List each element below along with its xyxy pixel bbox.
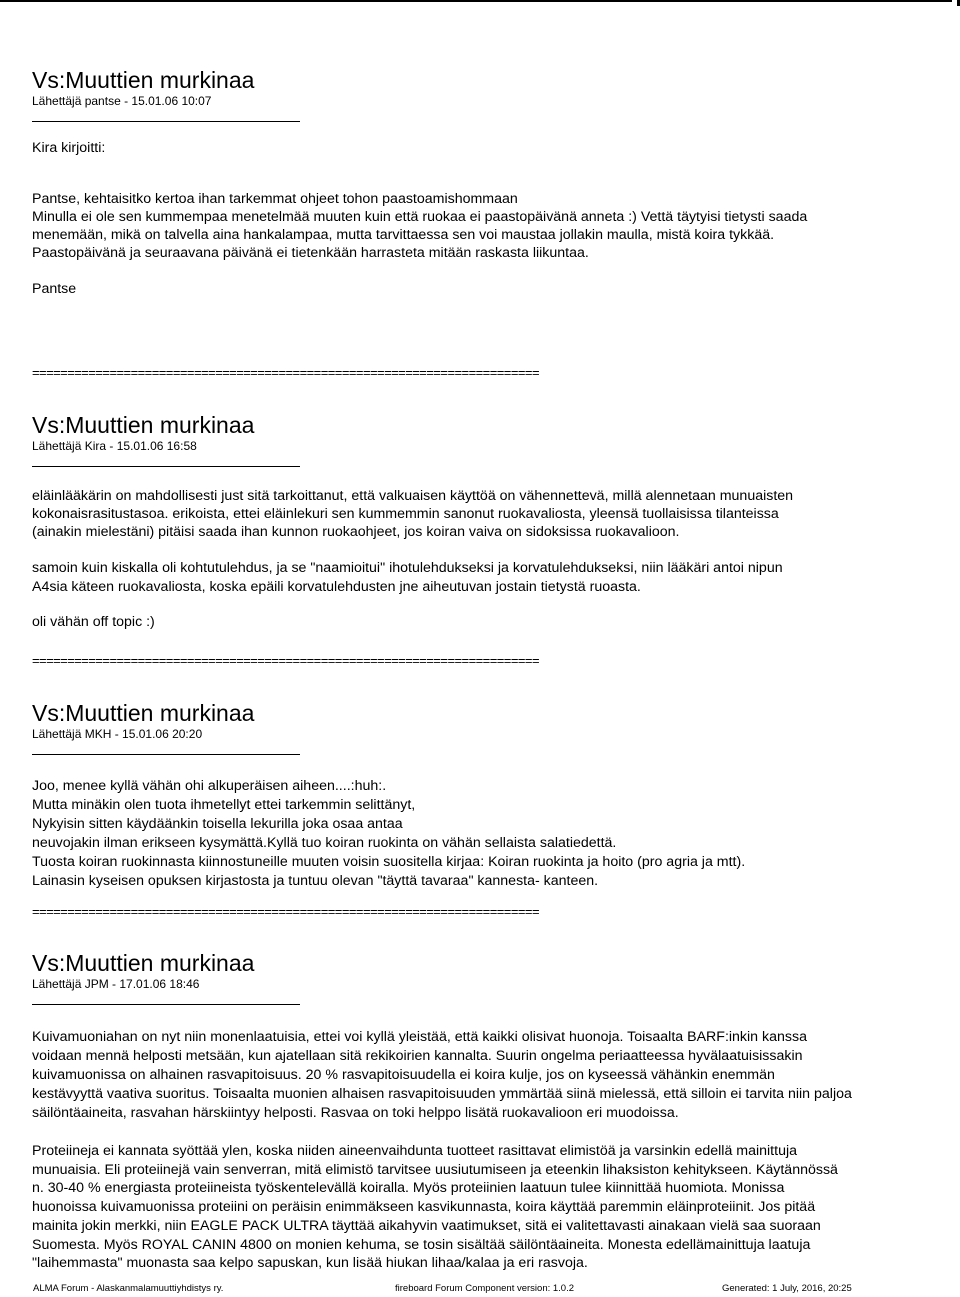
top-border — [0, 0, 952, 2]
post-line: Joo, menee kyllä vähän ohi alkuperäisen aiheen....:huh:. — [32, 778, 387, 794]
post-divider — [32, 466, 300, 467]
footer-generated-date: Generated: 1 July, 2016, 20:25 — [722, 1283, 852, 1294]
post-line: Kira kirjoitti: — [32, 140, 106, 156]
post-line-blank — [32, 597, 960, 614]
post-divider — [32, 1004, 300, 1005]
post-line: Pantse, kehtaisitko kertoa ihan tarkemmat ohjeet tohon paastoamishommaan — [32, 191, 518, 207]
post-body — [32, 140, 960, 298]
post-line-blank — [32, 1123, 960, 1142]
post-divider — [32, 121, 300, 122]
post-line-blank — [32, 541, 960, 559]
post-line: Minulla ei ole sen kummempaa menetelmää muuten kuin että ruokaa ei paastopäivänä anneta :) Vettä täytyisi tietysti saada — [32, 209, 808, 225]
post-line: mainita jokin merkki, niin EAGLE PACK ULTRA täyttää aikahyvin vaatimukset, sitä ei valitettavasti ainakaan vielä saa suoraan — [32, 1217, 821, 1234]
post-line: kuivamuonissa on alhainen rasvapitoisuus. 20 % rasvapitoisuudella ei koira kulje, jos on kyseessä vähänkin enemmän — [32, 1067, 775, 1083]
post-divider — [32, 754, 300, 755]
post-meta: Lähettäjä JPM - 17.01.06 18:46 — [32, 977, 200, 991]
post-line: säilöntäaineita, rasvahan härskiintyy helposti. Rasvaa on toki helppo lisätä ruokavalioon eri muodoissa. — [32, 1105, 679, 1121]
post-separator: ======================================================================== — [32, 365, 540, 380]
post-line: oli vähän off topic :) — [32, 614, 155, 630]
post-title: Vs:Muuttien murkinaa — [32, 700, 255, 726]
forum-post — [32, 950, 960, 1273]
forum-post — [32, 412, 960, 631]
post-line: "laihemmasta" muonasta saa kelpo sapuskan, kun lisää hiukan lihaa/kalaa ja eri rasvoja. — [32, 1255, 588, 1272]
forum-post — [32, 700, 960, 891]
post-line-blank — [32, 262, 960, 281]
post-body — [32, 487, 960, 631]
forum-post — [32, 67, 960, 298]
post-line: Nykyisin sitten käydäänkin toisella lekurilla joka osaa antaa — [32, 816, 403, 832]
post-meta: Lähettäjä pantse - 15.01.06 10:07 — [32, 94, 212, 108]
post-line: Tuosta koiran ruokinnasta kiinnostuneille muuten voisin suositella kirjaa: Koiran ruokinta ja hoito (pro agria ja mtt). — [32, 854, 746, 870]
post-line: Suomesta. Myös ROYAL CANIN 4800 on monien kehuma, se tosin sisältää säilöntäaineita. Monesta edellämainittuja laatuja — [32, 1236, 811, 1253]
post-line: Pantse — [32, 281, 77, 297]
post-title: Vs:Muuttien murkinaa — [32, 67, 255, 93]
post-line: huonoissa kuivamuonissa proteiini on peräisin enimmäkseen kasvikunnasta, koira käyttää paremmin eläinproteiinit. Jos pitää — [32, 1199, 816, 1216]
post-body — [32, 1028, 960, 1273]
post-meta: Lähettäjä Kira - 15.01.06 16:58 — [32, 439, 197, 453]
post-separator: ======================================================================== — [32, 653, 540, 668]
post-line: kestävyyttä vaativa suoritus. Toisaalta muonien alhaisen rasvapitoisuuden ymmärtää siinä mielessä, että silloin ei tarvita niin paljoa — [32, 1086, 852, 1102]
post-line: munuaisia. Eli proteiinejä vain senverran, mitä elimistö tarvitsee uusiutumiseen ja eteenkin lihaksiston kehitykseen. Käytännössä — [32, 1161, 838, 1178]
post-line: Lainasin kyseisen opuksen kirjastosta ja tuntuu olevan "täyttä tavaraa" kannesta- kanteen. — [32, 873, 599, 889]
post-line: kokonaisrasitustasoa. erikoista, ettei eläinlekuri sen kummemmin sanonut ruokavaliosta, yleensä tuollaisissa tilanteissa — [32, 506, 779, 522]
post-line: voidaan mennä helposti metsään, kun ajatellaan sitä rekikoirien kannalta. Suurin ongelma periaatteessa hyvälaatuisissakin — [32, 1048, 803, 1064]
post-line: Kuivamuoniahan on nyt niin monenlaatuisia, ettei voi kyllä yleistää, että kaikki olisivat huonoja. Toisaalta BARF:inkin kanssa — [32, 1029, 807, 1045]
post-meta: Lähettäjä MKH - 15.01.06 20:20 — [32, 727, 203, 741]
post-line: menemään, mikä on talvella aina hankalampaa, mutta tarvittaessa sen voi maustaa jollakin maulla, mistä koira tykkää. — [32, 227, 775, 243]
post-line: Mutta minäkin olen tuota ihmetellyt ettei tarkemmin selittänyt, — [32, 797, 416, 813]
post-line: Paastopäivänä ja seuraavana päivänä ei tietenkään harrasteta mitään raskasta liikuntaa. — [32, 245, 589, 261]
post-line: (ainakin mielestäni) pitäisi saada ihan kunnon ruokaohjeet, jos koiran vaiva on sidoksissa ruokavalioon. — [32, 524, 680, 540]
post-body — [32, 777, 960, 891]
post-line: samoin kuin kiskalla oli kohtutulehdus, ja se "naamioitui" ihotulehdukseksi ja korvatulehdukseksi, niin lääkäri antoi nipun — [32, 560, 783, 576]
post-line: eläinlääkärin on mahdollisesti just sitä tarkoittanut, että valkuaisen käyttöä on vähennettevä, millä alennetaan munuaisten — [32, 488, 794, 504]
footer-component-version: fireboard Forum Component version: 1.0.2 — [395, 1283, 575, 1294]
footer-site-name: ALMA Forum - Alaskanmalamuuttiyhdistys ry. — [33, 1283, 224, 1294]
post-line-blank — [32, 157, 960, 190]
post-title: Vs:Muuttien murkinaa — [32, 950, 255, 976]
post-line: Proteiineja ei kannata syöttää ylen, koska niiden aineenvaihdunta tuotteet rasittavat elimistöä ja varsinkin edellä mainittuja — [32, 1143, 798, 1159]
post-title: Vs:Muuttien murkinaa — [32, 412, 255, 438]
post-separator: ======================================================================== — [32, 904, 540, 919]
post-line: n. 30-40 % energiasta proteiineista työskentelevällä koiralla. Myös proteiinien laatuun tulee kiinnittää huomiota. Monissa — [32, 1180, 785, 1197]
post-line: neuvojakin ilman erikseen kysymättä.Kyllä tuo koiran ruokinta on vähän sellaista salatiedettä. — [32, 835, 617, 851]
post-line: A4sia käteen ruokavaliosta, koska epäili korvatulehdusten jne aiheutuvan jostain tietystä ruoasta. — [32, 579, 641, 595]
